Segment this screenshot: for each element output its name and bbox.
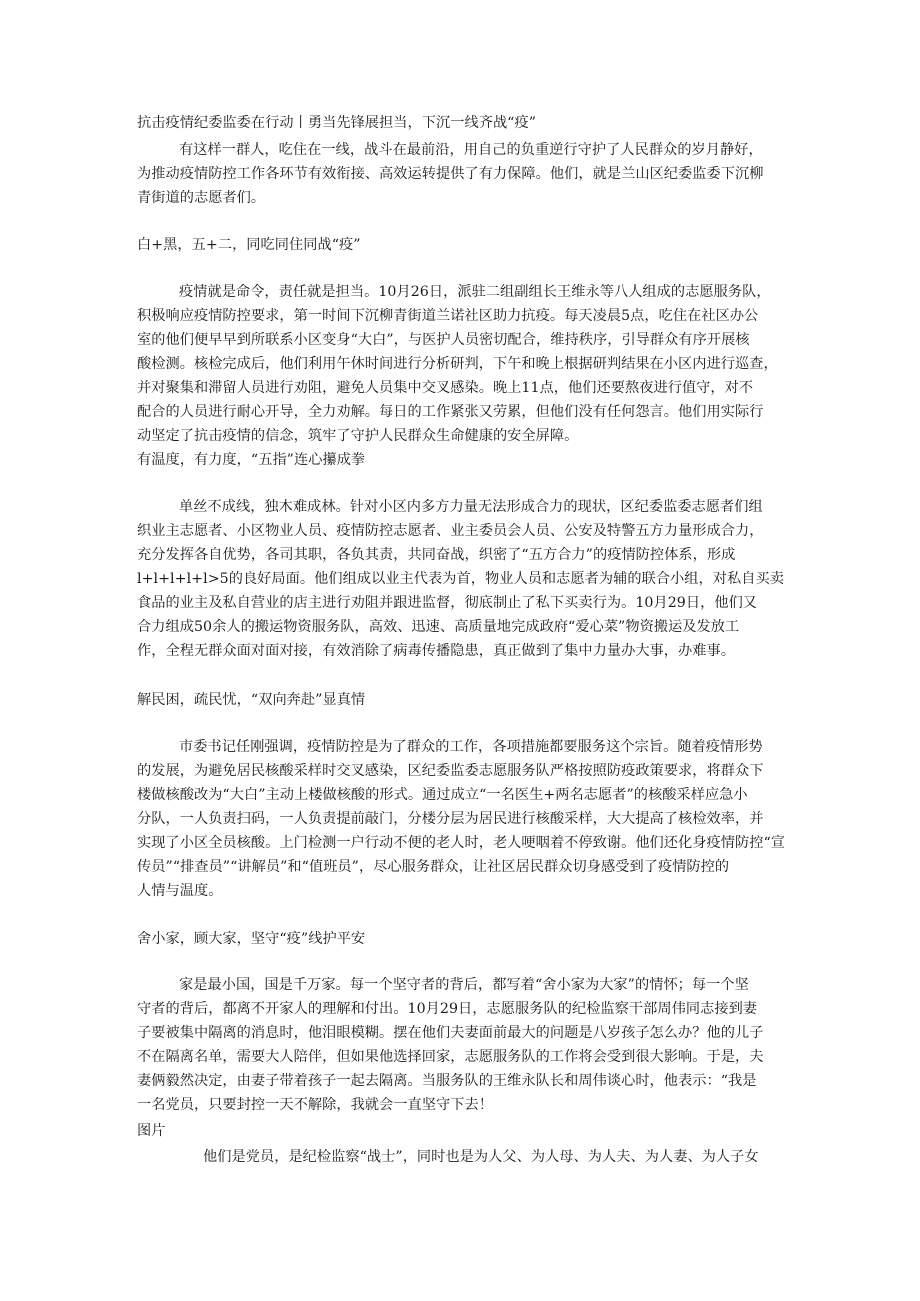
closing-line: 他们是党员，是纪检监察“战士”，同时也是为人父、为人母、为人夫、为人妻、为人子女 xyxy=(203,1149,759,1165)
intro-line: 为推动疫情防控工作各环节有效衔接、高效运转提供了有力保障。他们，就是兰山区纪委监委下沉柳 xyxy=(137,166,764,182)
paragraph-line: 的发展，为避免居民核酸采样时交叉感染，区纪委监委志愿服务队严格按照防疫政策要求，将群众下 xyxy=(137,763,764,779)
section-heading: 解民困，疏民忧，“双向奔赴”显真情 xyxy=(137,692,366,708)
paragraph-line: 子要被集中隔离的消息时，他泪眼模糊。摆在他们夫妻面前最大的问题是八岁孩子怎么办？他的儿子 xyxy=(137,1025,764,1041)
paragraph-line: 分队，一人负责扫码，一人负责提前敲门，分楼分层为居民进行核酸采样，大大提高了核检效率，并 xyxy=(137,811,764,827)
paragraph-line: 实现了小区全员核酸。上门检测一户行动不便的老人时，老人哽咽着不停致谢。他们还化身疫情防控“宣 xyxy=(137,835,785,851)
paragraph-line: 楼做核酸改为“大白”主动上楼做核酸的形式。通过成立“一名医生+两名志愿者”的核酸采样应急小 xyxy=(137,787,748,803)
paragraph-line: 织业主志愿者、小区物业人员、疫情防控志愿者、业主委员会人员、公安及特警五方力量形成合力， xyxy=(137,523,764,539)
paragraph-line: 合力组成50余人的搬运物资服务队，高效、迅速、高质量地完成政府“爱心菜”物资搬运及发放工 xyxy=(137,619,740,635)
paragraph-line: 动坚定了抗击疫情的信念，筑牢了守护人民群众生命健康的安全屏障。 xyxy=(137,428,579,444)
section-heading: 白+黑，五+二，同吃同住同战“疫” xyxy=(137,237,361,253)
paragraph-line: 并对聚集和滞留人员进行劝阻，避免人员集中交叉感染。晚上11点，他们还要熬夜进行值守，对不 xyxy=(137,380,754,396)
paragraph-line: 家是最小国，国是千万家。每一个坚守者的背后，都写着“舍小家为大家”的情怀；每一个坚 xyxy=(179,977,749,993)
paragraph-line: 作，全程无群众面对面对接，有效消除了病毒传播隐患，真正做到了集中力量办大事，办难事。 xyxy=(137,643,735,659)
intro-line: 青街道的志愿者们。 xyxy=(137,190,266,206)
paragraph-line: 人情与温度。 xyxy=(137,883,223,899)
paragraph-line: 食品的业主及私自营业的店主进行劝阻并跟进监督，彻底制止了私下买卖行为。10月29日，他们又 xyxy=(137,595,758,611)
paragraph-line: 酸检测。核检完成后，他们利用午休时间进行分析研判，下午和晚上根据研判结果在小区内进行巡查， xyxy=(137,356,778,372)
paragraph-line: 一名党员，只要封控一天不解除，我就会一直坚守下去！ xyxy=(137,1097,493,1113)
paragraph-line: 不在隔离名单，需要大人陪伴，但如果他选择回家，志愿服务队的工作将会受到很大影响。于是，夫 xyxy=(137,1049,764,1065)
paragraph-line: 守者的背后，都离不开家人的理解和付出。10月29日，志愿服务队的纪检监察干部周伟同志接到妻 xyxy=(137,1001,758,1017)
section-heading: 有温度，有力度，“五指”连心攥成拳 xyxy=(137,452,366,468)
paragraph-line: 疫情就是命令，责任就是担当。10月26日，派驻二组副组长王维永等八人组成的志愿服务队， xyxy=(179,284,771,300)
paragraph-line: 积极响应疫情防控要求，第一时间下沉柳青街道兰诺社区助力抗疫。每天凌晨5点，吃住在社区办公 xyxy=(137,308,759,324)
paragraph-line: 妻俩毅然决定，由妻子带着孩子一起去隔离。当服务队的王维永队长和周伟谈心时，他表示：“我是 xyxy=(137,1073,757,1089)
intro-line: 有这样一群人，吃住在一线，战斗在最前沿，用自己的负重逆行守护了人民群众的岁月静好， xyxy=(179,142,763,158)
paragraph-line: 室的他们便早早到所联系小区变身“大白”，与医护人员密切配合，维持秩序，引导群众有序开展核 xyxy=(137,332,750,348)
paragraph-line: 传员”“排查员”“讲解员”和“值班员”，尽心服务群众，让社区居民群众切身感受到了疫情防控的 xyxy=(137,859,730,875)
paragraph-line: 单丝不成线，独木难成林。针对小区内多方力量无法形成合力的现状，区纪委监委志愿者们组 xyxy=(179,499,763,515)
paragraph-line: l+l+l+l+l>5的良好局面。他们组成以业主代表为首，物业人员和志愿者为辅的联合小组，对私自买卖 xyxy=(137,571,784,587)
document-title: 抗击疫情纪委监委在行动丨勇当先锋展担当，下沉一线齐战“疫” xyxy=(137,115,537,131)
paragraph-line: 充分发挥各自优势，各司其职，各负其责，共同奋战，织密了“五方合力”的疫情防控体系，形成 xyxy=(137,547,736,563)
paragraph-line: 市委书记任刚强调，疫情防控是为了群众的工作，各项措施都要服务这个宗旨。随着疫情形势 xyxy=(179,739,763,755)
image-placeholder-label: 图片 xyxy=(137,1123,166,1139)
section-heading: 舍小家，顾大家，坚守“疫”线护平安 xyxy=(137,931,366,947)
paragraph-line: 配合的人员进行耐心开导，全力劝解。每日的工作紧张又劳累，但他们没有任何怨言。他们用实际行 xyxy=(137,404,764,420)
